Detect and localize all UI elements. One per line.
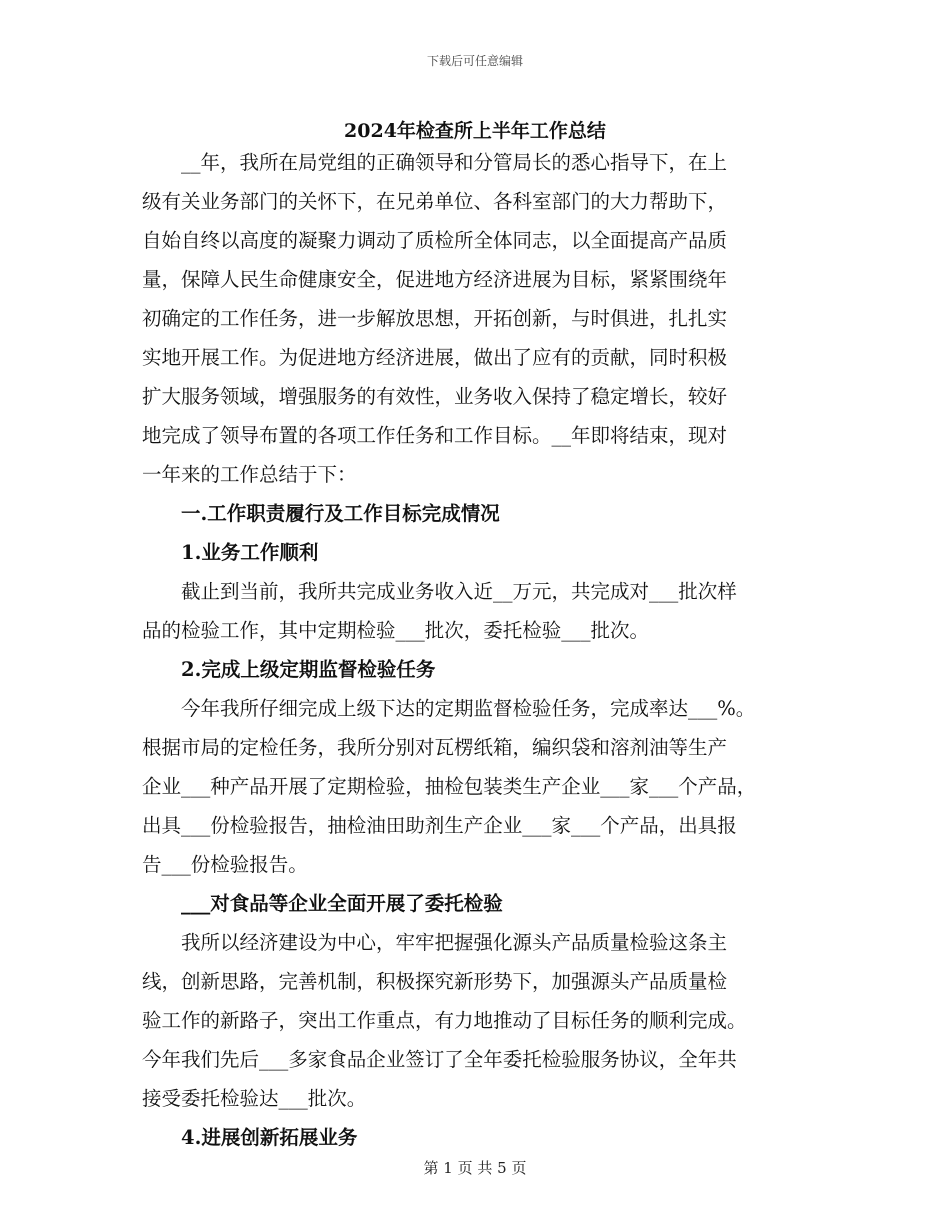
paragraph-line: 根据市局的定检任务，我所分别对瓦楞纸箱，编织袋和溶剂油等生产: [142, 736, 728, 759]
paragraph-line: 截止到当前，我所共完成业务收入近__万元，共完成对___批次样: [142, 580, 737, 603]
paragraph-line: 量，保障人民生命健康安全，促进地方经济进展为目标，紧紧围绕年: [142, 268, 728, 291]
paragraph-line: 线，创新思路，完善机制，积极探究新形势下，加强源头产品质量检: [142, 970, 728, 993]
paragraph-line: 出具___份检验报告，抽检油田助剂生产企业___家___个产品，出具报: [142, 814, 737, 837]
paragraph-line: 一年来的工作总结于下：: [142, 463, 357, 486]
document-body: [142, 143, 816, 1157]
paragraph-line: 品的检验工作，其中定期检验___批次，委托检验___批次。: [142, 619, 650, 642]
paragraph-line: 级有关业务部门的关怀下，在兄弟单位、各科室部门的大力帮助下，: [142, 190, 728, 213]
paragraph-line: 今年我所仔细完成上级下达的定期监督检验任务，完成率达___%。: [142, 697, 756, 720]
paragraph-line: 接受委托检验达___批次。: [142, 1087, 367, 1110]
document-title: 2024年检查所上半年工作总结: [344, 120, 606, 142]
paragraph-line: 初确定的工作任务，进一步解放思想，开拓创新，与时俱进，扎扎实: [142, 307, 728, 330]
section-heading: ___对食品等企业全面开展了委托检验: [142, 892, 503, 915]
paragraph-line: 告___份检验报告。: [142, 853, 308, 876]
paragraph-line: 今年我们先后___多家食品企业签订了全年委托检验服务协议，全年共: [142, 1048, 737, 1071]
paragraph-line: __年，我所在局党组的正确领导和分管局长的悉心指导下，在上: [142, 151, 728, 174]
section-heading: 4.进展创新拓展业务: [142, 1126, 358, 1149]
paragraph-line: 企业___种产品开展了定期检验，抽检包装类生产企业___家___个产品，: [142, 775, 757, 798]
page-number-footer: 第 1 页 共 5 页: [423, 1159, 527, 1177]
paragraph-line: 扩大服务领域，增强服务的有效性，业务收入保持了稳定增长，较好: [142, 385, 728, 408]
section-heading: 一.工作职责履行及工作目标完成情况: [142, 502, 500, 525]
paragraph-line: 实地开展工作。为促进地方经济进展，做出了应有的贡献，同时积极: [142, 346, 728, 369]
page-header-note: 下载后可任意编辑: [426, 54, 523, 68]
section-heading: 2.完成上级定期监督检验任务: [142, 658, 436, 681]
section-heading: 1.业务工作顺利: [142, 541, 319, 564]
paragraph-line: 地完成了领导布置的各项工作任务和工作目标。__年即将结束，现对: [142, 424, 728, 447]
paragraph-line: 我所以经济建设为中心，牢牢把握强化源头产品质量检验这条主: [142, 931, 728, 954]
paragraph-line: 自始自终以高度的凝聚力调动了质检所全体同志，以全面提高产品质: [142, 229, 728, 252]
paragraph-line: 验工作的新路子，突出工作重点，有力地推动了目标任务的顺利完成。: [142, 1009, 747, 1032]
